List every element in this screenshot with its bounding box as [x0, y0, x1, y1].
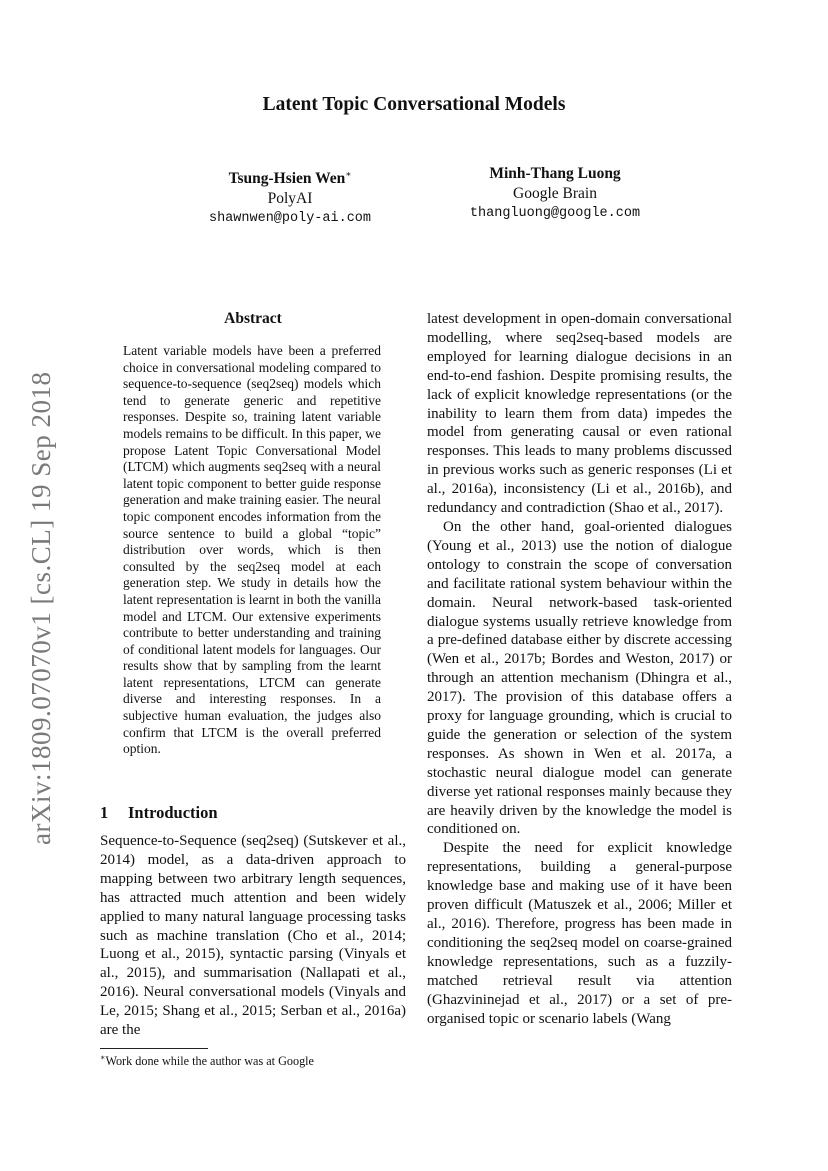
- section-heading: [100, 803, 406, 823]
- author-email: shawnwen@poly-ai.com: [208, 211, 372, 227]
- author-footnote-mark: ∗: [345, 169, 352, 179]
- author-email: thangluong@google.com: [469, 206, 641, 221]
- body-paragraph: On the other hand, goal-oriented dialogues (Young et al., 2013) use the notion of dialogue ontology to constrain the scope of conversation and facilitate rational system behaviour within the domain. Neural network-based task-oriented dialogue systems usually retrieve knowledge from a pre-defined database either by discrete accessing (Wen et al., 2017b; Bordes and Weston, 2017) or through an attention mechanism (Dhingra et al., 2017). The provision of this database offers a proxy for language grounding, which is crucial to guide the generation or selection of the system responses. As shown in Wen et al. 2017a, a stochastic neural dialogue model can generate diverse yet rational responses mainly because they are heavily driven by the knowledge the model is conditioned on.: [427, 518, 732, 838]
- arxiv-identifier: arXiv:1809.07070v1 [cs.CL] 19 Sep 2018: [26, 371, 56, 845]
- right-column: [427, 310, 732, 1028]
- author-name: Tsung-Hsien Wen∗: [228, 169, 352, 188]
- author-name: Minh-Thang Luong: [489, 165, 621, 182]
- author-affiliation: PolyAI: [267, 190, 313, 208]
- body-paragraph: Despite the need for explicit knowledge representations, building a general-purpose knowledge base and making use of it have been proven difficult (Matuszek et al., 2006; Miller et al., 2016). Therefore, progress has been made in conditioning the seq2seq model on coarse-grained knowledge representations, such as a fuzzily-matched retrieval result via attention (Ghazvininejad et al., 2017) or a set of pre-organised topic or scenario labels (Wang: [427, 840, 732, 1027]
- body-paragraph: latest development in open-domain conversational modelling, where seq2seq-based models are employed for learning dialogue decisions in an end-to-end fashion. Despite promising results, the lack of explicit knowledge representations (or the inability to learn them from data) impedes the model from generating causal or even rational responses. This leads to many problems discussed in previous works such as generic responses (Li et al., 2016a), inconsistency (Li et al., 2016b), and redundancy and contradiction (Shao et al., 2017).: [427, 311, 732, 517]
- paper-title: Latent Topic Conversational Models: [262, 94, 566, 115]
- footnote-mark: ∗: [100, 1053, 106, 1062]
- author-affiliation: Google Brain: [513, 185, 597, 202]
- footnote: [100, 1050, 406, 1069]
- abstract-text: Latent variable models have been a preferred choice in conversational modeling compared to sequence-to-sequence (seq2seq) models which tend to generate generic and repetitive responses. Despite so, training latent variable models remains to be difficult. In this paper, we propose Latent Topic Conversational Model (LTCM) which augments seq2seq with a neural latent topic component to better guide response generation and make training easier. The neural topic component encodes information from the source sentence to build a global “topic” distribution over words, which is then consulted by the seq2seq model at each generation step. We study in details how the latent representation is learnt in both the vanilla model and LTCM. Our extensive experiments contribute to better understanding and training of conditional latent models for languages. Our results show that by sampling from the learnt latent representations, LTCM can generate diverse and interesting responses. In a subjective human evaluation, the judges also confirm that LTCM is the overall preferred option.: [123, 343, 381, 757]
- abstract-heading: Abstract: [224, 310, 282, 327]
- footnote-divider: [100, 1048, 208, 1049]
- section-number: 1: [100, 803, 109, 822]
- section-title: Introduction: [128, 803, 218, 822]
- footnote-text: Work done while the author was at Google: [105, 1054, 314, 1069]
- author-block-2: [440, 164, 670, 224]
- author-block-1: [175, 164, 405, 229]
- intro-paragraph: Sequence-to-Sequence (seq2seq) (Sutskever et al., 2014) model, as a data-driven approach to mapping between two arbitrary length sequences, has attracted much attention and been widely applied to many natural language processing tasks such as machine translation (Cho et al., 2014; Luong et al., 2015), syntactic parsing (Vinyals et al., 2015), and summarisation (Nallapati et al., 2016). Neural conversational models (Vinyals and Le, 2015; Shang et al., 2015; Serban et al., 2016a) are the: [100, 833, 406, 1039]
